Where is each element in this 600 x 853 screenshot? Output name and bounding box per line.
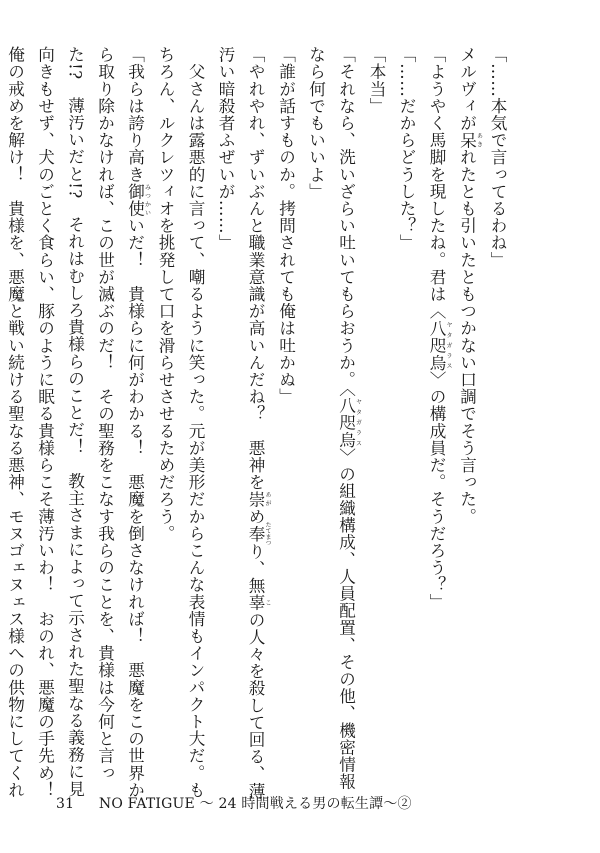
text-segment: 「我らは誇り高き — [125, 46, 145, 183]
ruby-annotation — [336, 396, 362, 449]
text-segment: 「やれやれ、ずいぶんと職業意識が高いんだね？ 悪神を — [246, 46, 265, 491]
text-line — [421, 46, 452, 790]
text-segment: れたとも引いたともつかない口調でそう言った。 — [457, 148, 477, 525]
text-segment: め — [246, 507, 265, 525]
text-line — [331, 46, 362, 790]
text-segment: の人々を殺して回る、薄 — [246, 611, 265, 800]
text-line: 「……だからどうした？」 — [397, 46, 416, 252]
text-line — [240, 46, 271, 800]
text-segment: いだ！ 貴様らに何がわかる！ 悪魔を倒さなければ！ 悪魔をこの世界か — [125, 217, 145, 799]
ruby-base: 御使 — [125, 182, 145, 218]
text-line: 父さんは露悪的に言って、嘲るように笑った。元が美形だからこんな表情もインパクト大だ。も — [186, 46, 205, 799]
text-segment: 〉の組織構成、人員配置、その他、機密情報 — [336, 448, 356, 791]
text-line: 汚い暗殺者ふぜいが……」 — [216, 46, 235, 252]
ruby-reading: あが — [264, 490, 271, 508]
ruby-reading: ヤタガラス — [354, 396, 362, 449]
text-line: 「誰が話すものか。拷問されても俺は吐かぬ」 — [276, 46, 296, 406]
text-line: た!? 薄汚いだと!? それはむしろ貴様らのことだ！ 教主さまによって示された聖なる義務に見 — [65, 46, 85, 798]
text-segment: メルヴィが — [457, 46, 477, 132]
ruby-reading: こ — [264, 594, 271, 612]
ruby-base: 崇 — [246, 490, 265, 508]
ruby-reading: あき — [475, 131, 483, 149]
text-line: なら何でもいいよ」 — [306, 46, 326, 200]
page-number: 31 — [56, 796, 75, 812]
ruby-reading: たてまつ — [264, 521, 271, 546]
text-line: 「……本気で言ってるわね」 — [488, 46, 507, 269]
text-line: ちろん、ルクレツィオを挑発して口を滑らせさせるためだろう。 — [156, 46, 175, 542]
text-segment: 「ようやく馬脚を現したね。君は〈 — [427, 46, 446, 320]
ruby-annotation — [246, 490, 271, 508]
text-segment: 「それなら、洗いざらい吐いてもらおうか。〈 — [336, 46, 356, 397]
text-line: 「本当」 — [367, 46, 386, 115]
ruby-reading: みつかい — [143, 182, 151, 217]
ruby-annotation — [457, 131, 483, 149]
text-segment: り、無 — [246, 542, 265, 595]
text-line — [452, 46, 483, 790]
running-title: NO FATIGUE ～ 24 時間戦える男の転生譚～② — [98, 796, 412, 812]
page-footer — [56, 793, 412, 813]
text-line: 向きもせず、犬のごとく食らい、豚のように眠る貴様らこそ薄汚いわ！ おのれ、悪魔の手先め！ — [35, 46, 55, 799]
ruby-annotation — [246, 521, 271, 546]
ruby-base: 辜 — [246, 594, 265, 612]
ruby-base: 八咫烏 — [336, 396, 356, 449]
text-line: 俺の戒めを解け！ 貴様を、悪魔と戦い続ける聖なる悪神、モヌゴェヌェス様への供物にしてくれ — [5, 46, 25, 799]
ruby-base: 奉 — [246, 521, 265, 546]
ruby-annotation — [246, 594, 271, 612]
text-line: ら取り除かなければ、この世が滅ぶのだ！ その聖務をこなす我らのことを、貴様は今何と言っ — [95, 46, 115, 782]
body-text — [5, 46, 512, 800]
ruby-annotation — [427, 319, 452, 371]
ruby-reading: ヤタガラス — [445, 319, 452, 371]
text-line — [120, 46, 151, 799]
ruby-base: 八咫烏 — [427, 319, 446, 371]
ruby-annotation — [125, 182, 151, 218]
text-segment: 〉の構成員だ。そうだろう？」 — [427, 370, 446, 611]
ruby-base: 呆 — [457, 131, 477, 149]
